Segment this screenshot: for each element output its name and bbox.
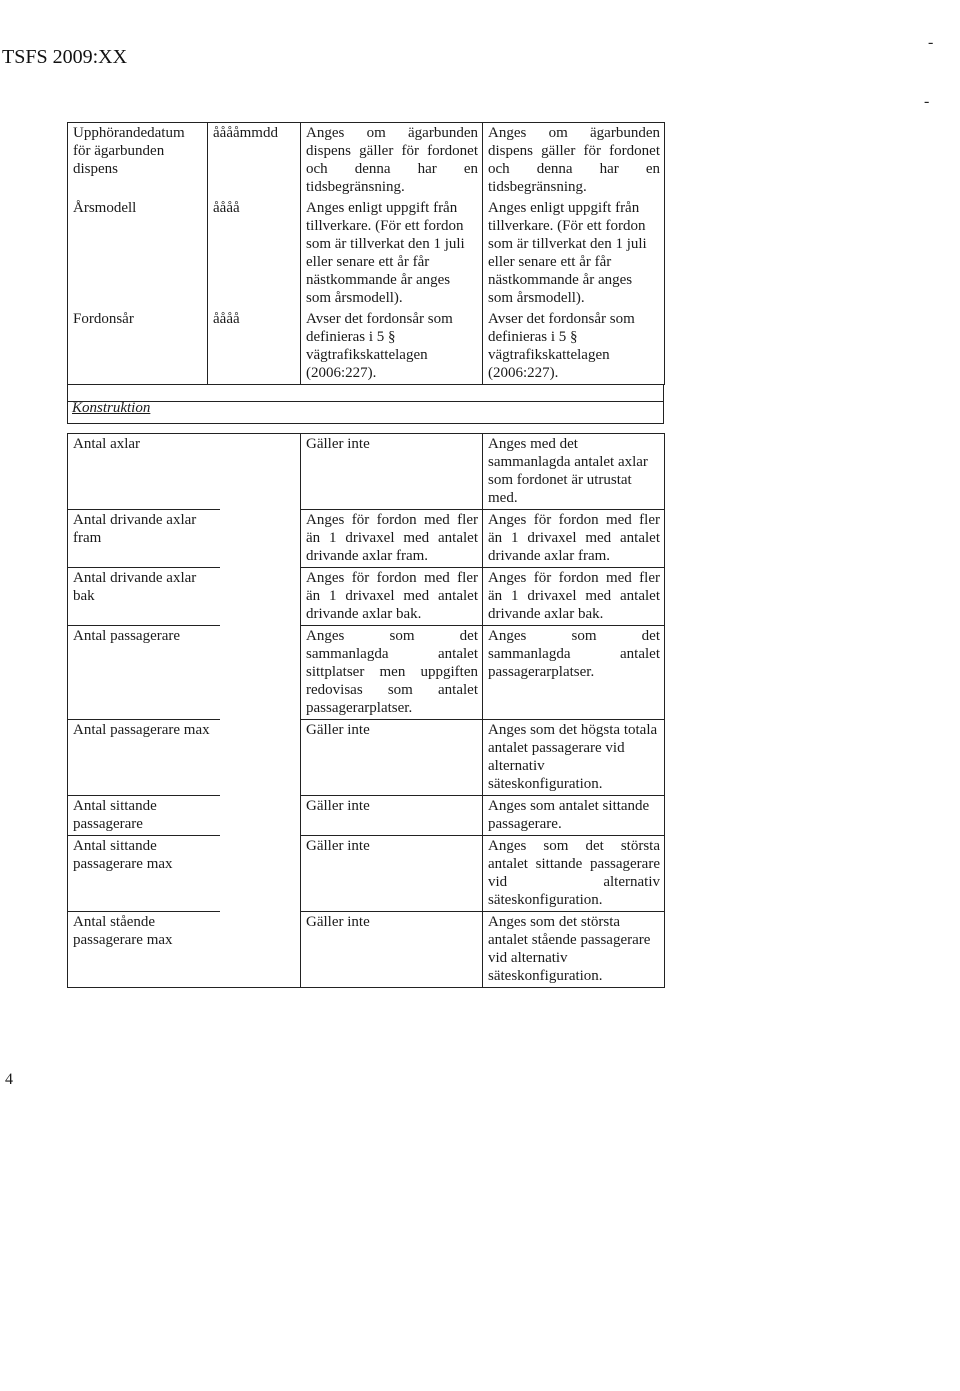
field-description: Anges om ägarbunden dispens gäller för fordonet och denna har en tidsbegränsning. xyxy=(301,123,483,199)
field-description: Gäller inte xyxy=(301,720,483,796)
field-format xyxy=(220,434,301,510)
table-row xyxy=(68,626,665,720)
field-name: Antal passagerare max xyxy=(68,720,220,796)
field-description: Gäller inte xyxy=(301,796,483,836)
field-description: Anges som antalet sittande passagerare. xyxy=(483,796,665,836)
document-header: TSFS 2009:XX xyxy=(2,46,128,68)
field-description: Gäller inte xyxy=(301,912,483,988)
field-description: Anges om ägarbunden dispens gäller för fordonet och denna har en tidsbegränsning. xyxy=(483,123,665,199)
section-header-box xyxy=(67,384,664,424)
field-format: ååååmmdd xyxy=(208,123,301,199)
table-row xyxy=(68,309,665,385)
field-description: Anges som det största antalet stående passagerare vid alternativ säteskonfiguration. xyxy=(483,912,665,988)
field-format xyxy=(220,720,301,796)
field-description: Anges för fordon med fler än 1 drivaxel med antalet drivande axlar bak. xyxy=(483,568,665,626)
table-row xyxy=(68,836,665,912)
table-row xyxy=(68,568,665,626)
field-description: Anges för fordon med fler än 1 drivaxel med antalet drivande axlar fram. xyxy=(301,510,483,568)
section-title: Konstruktion xyxy=(72,400,151,416)
field-description: Avser det fordonsår som definieras i 5 § vägtrafikskattelagen (2006:227). xyxy=(301,309,483,385)
field-name: Fordonsår xyxy=(68,309,208,385)
field-description: Anges som det högsta totala antalet passagerare vid alternativ säteskonfiguration. xyxy=(483,720,665,796)
field-name: Antal drivande axlar bak xyxy=(68,568,220,626)
field-format: åååå xyxy=(208,198,301,309)
field-format xyxy=(220,796,301,836)
page-number: 4 xyxy=(5,1071,13,1088)
field-name: Antal sittande passagerare max xyxy=(68,836,220,912)
table-row xyxy=(68,510,665,568)
field-description: Anges enligt uppgift från tillverkare. (För ett fordon som är tillverkat den 1 juli eller senare ett år får nästkommande år anges som årsmodell). xyxy=(301,198,483,309)
field-description: Anges som det sammanlagda antalet passagerarplatser. xyxy=(483,626,665,720)
field-description: Anges enligt uppgift från tillverkare. (För ett fordon som är tillverkat den 1 juli eller senare ett år får nästkommande år anges som årsmodell). xyxy=(483,198,665,309)
section-divider xyxy=(68,401,663,402)
table-row xyxy=(68,434,665,510)
field-format xyxy=(220,626,301,720)
field-name: Antal stående passagerare max xyxy=(68,912,220,988)
field-name: Antal passagerare xyxy=(68,626,220,720)
top-field-table xyxy=(67,122,665,385)
field-description: Anges som det sammanlagda antalet sittplatser men uppgiften redovisas som antalet passagerarplatser. xyxy=(301,626,483,720)
field-format xyxy=(220,568,301,626)
margin-dash-mark: - xyxy=(924,93,930,110)
field-description: Avser det fordonsår som definieras i 5 § vägtrafikskattelagen (2006:227). xyxy=(483,309,665,385)
field-name: Antal drivande axlar fram xyxy=(68,510,220,568)
field-name: Antal axlar xyxy=(68,434,220,510)
field-description: Gäller inte xyxy=(301,836,483,912)
field-description: Gäller inte xyxy=(301,434,483,510)
table-row xyxy=(68,912,665,988)
table-row xyxy=(68,123,665,199)
field-name: Årsmodell xyxy=(68,198,208,309)
field-format xyxy=(220,912,301,988)
field-description: Anges för fordon med fler än 1 drivaxel med antalet drivande axlar bak. xyxy=(301,568,483,626)
field-description: Anges för fordon med fler än 1 drivaxel med antalet drivande axlar fram. xyxy=(483,510,665,568)
field-description: Anges med det sammanlagda antalet axlar som fordonet är utrustat med. xyxy=(483,434,665,510)
margin-dash-mark: - xyxy=(928,34,934,51)
construction-field-table xyxy=(67,433,665,988)
table-row xyxy=(68,720,665,796)
field-description: Anges som det största antalet sittande passagerare vid alternativ säteskonfiguration. xyxy=(483,836,665,912)
field-name: Antal sittande passagerare xyxy=(68,796,220,836)
table-row xyxy=(68,198,665,309)
table-row xyxy=(68,796,665,836)
field-name: Upphörandedatum för ägarbunden dispens xyxy=(68,123,208,199)
field-format: åååå xyxy=(208,309,301,385)
field-format xyxy=(220,836,301,912)
field-format xyxy=(220,510,301,568)
